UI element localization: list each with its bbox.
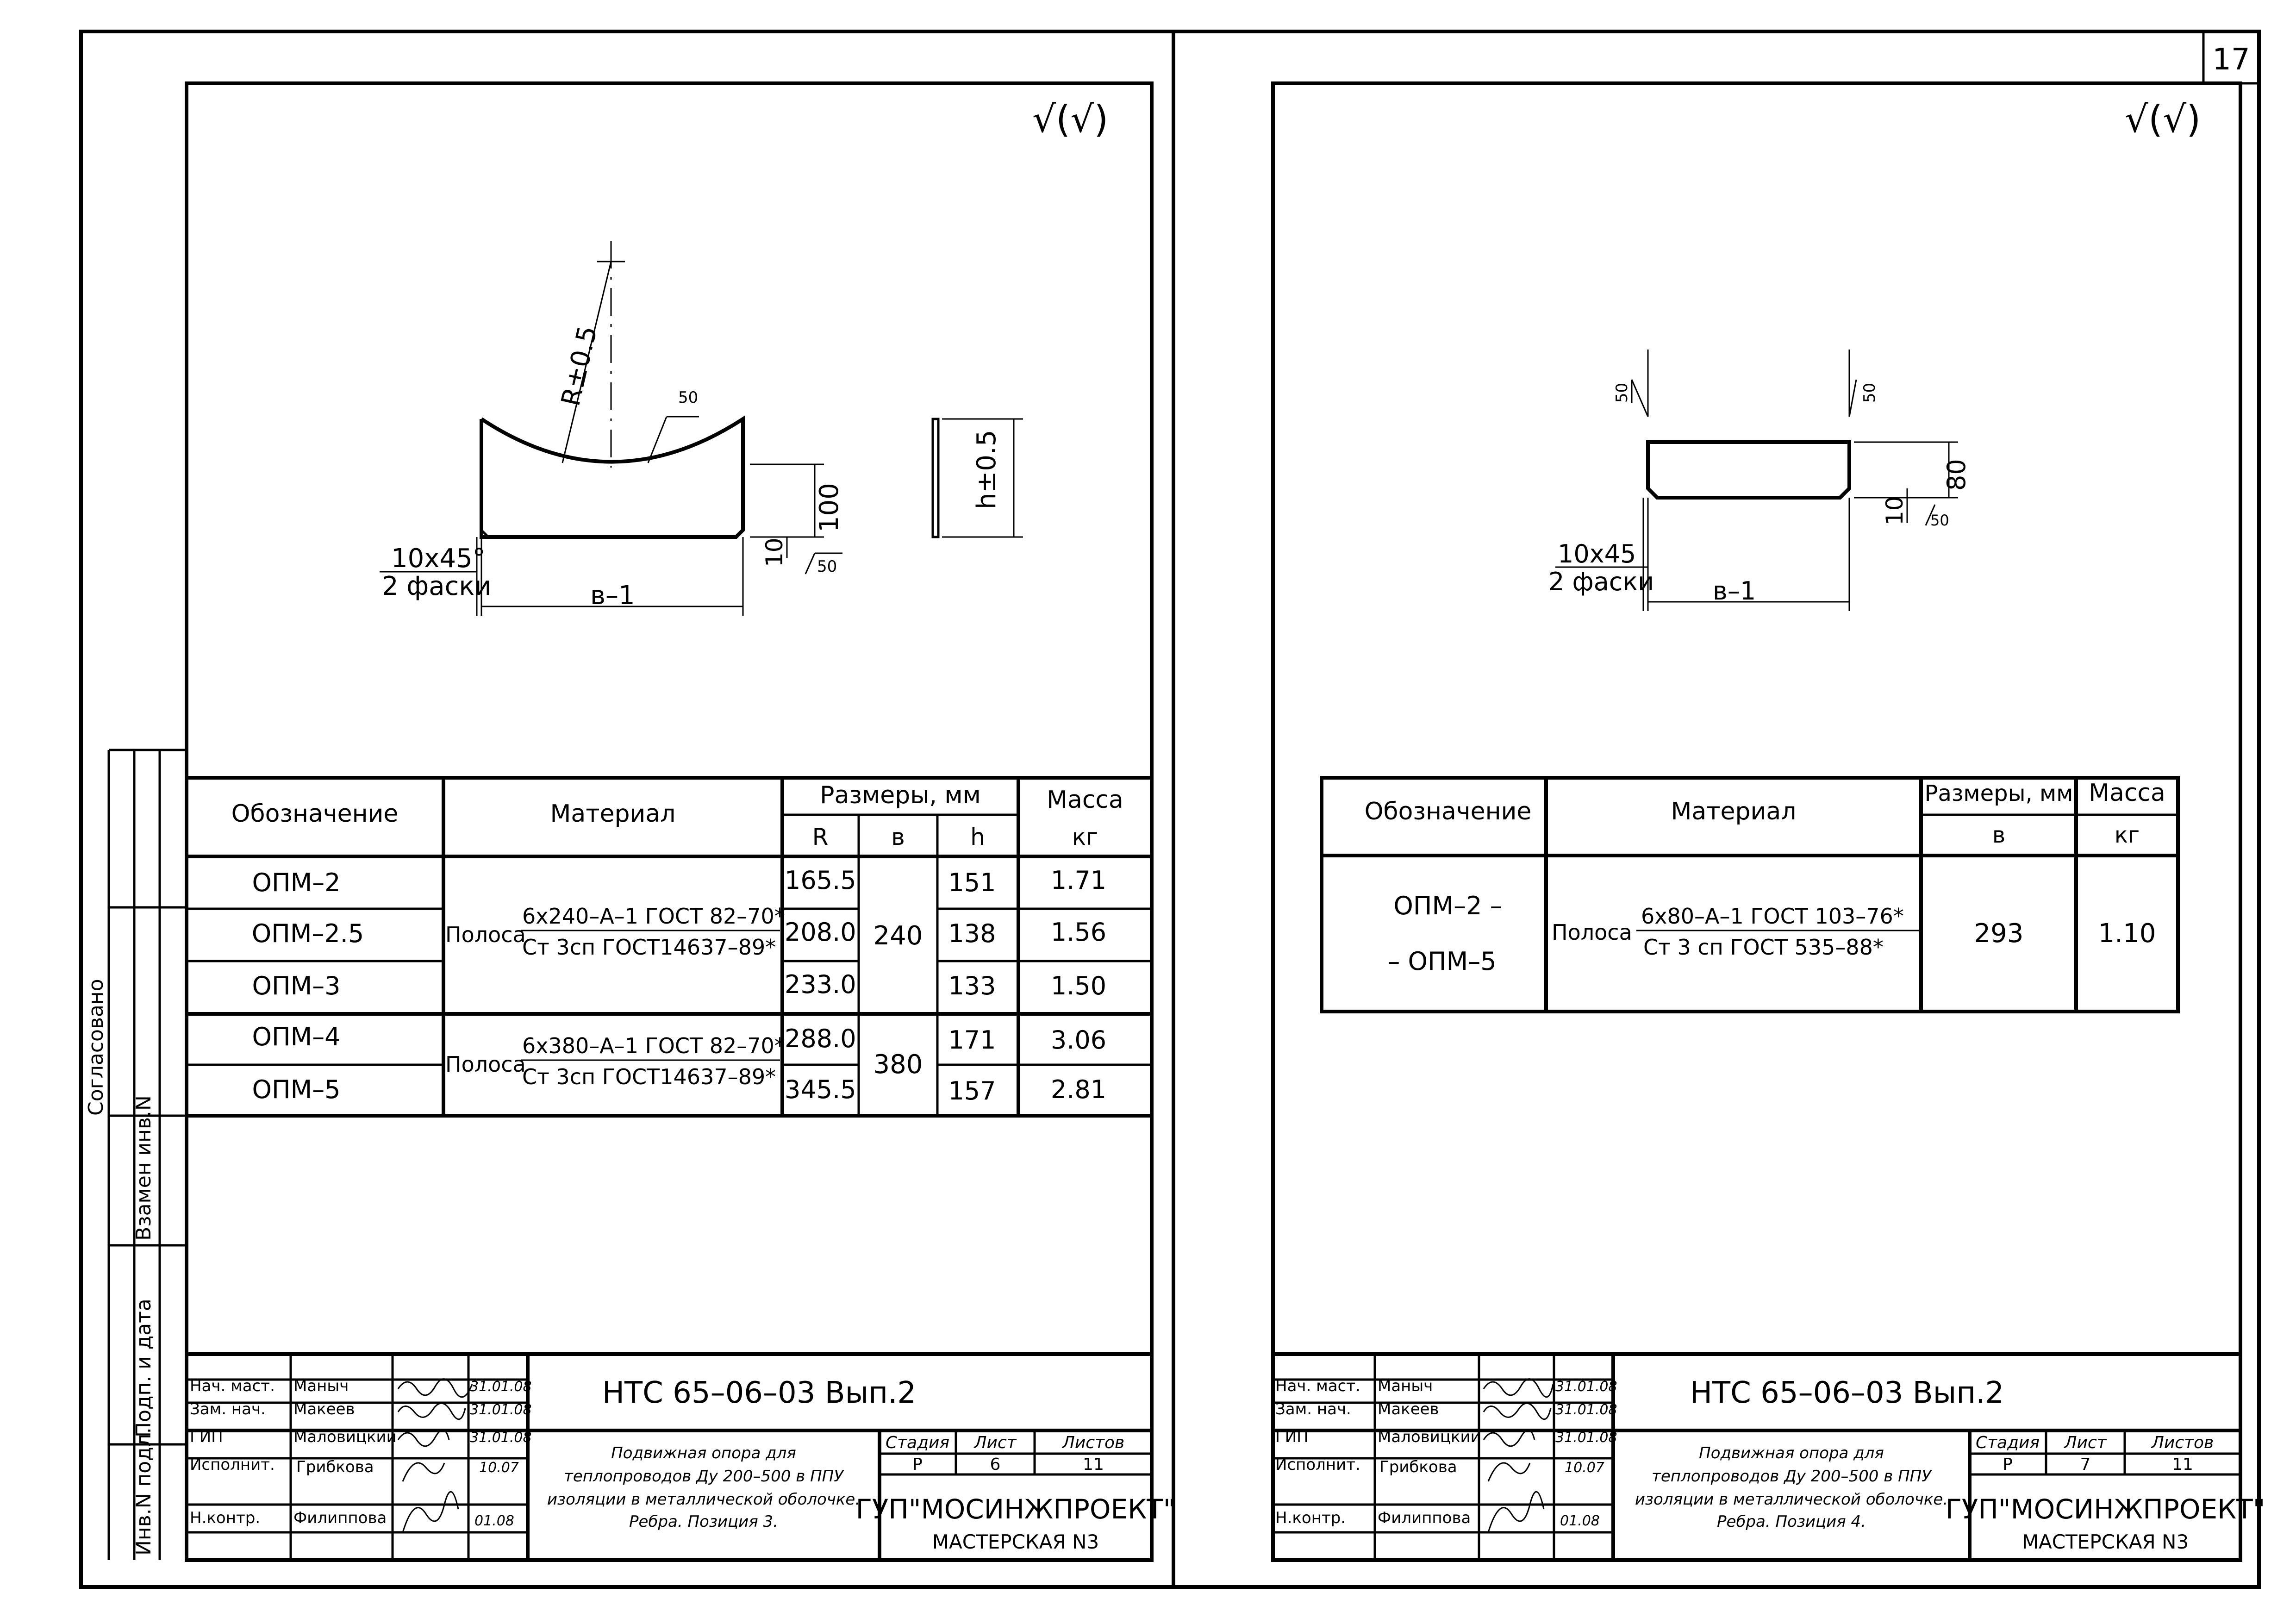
right-table-header-designation: Обозначение (1364, 798, 1532, 825)
sheets-label: Листов (2151, 1433, 2214, 1452)
row-designation: ОПМ–3 (252, 971, 341, 1000)
right-part-drawing (1548, 98, 2201, 611)
sheets-label: Листов (1062, 1433, 1125, 1452)
role-n-kontr: Н.контр. (1275, 1509, 1346, 1527)
row-designation: ОПМ–2 (252, 868, 341, 897)
date: 10.07 (1565, 1460, 1604, 1476)
right-rib-outline (1648, 442, 1849, 498)
sheet-value: 6 (990, 1455, 1001, 1474)
right-table-header-kg: кг (2114, 822, 2140, 848)
row-r: 288.0 (785, 1024, 856, 1053)
left-dim-10: 10 (761, 537, 788, 567)
left-rib-outline (481, 419, 743, 537)
row-designation: ОПМ–5 (252, 1075, 341, 1104)
row-mass: 2.81 (1050, 1075, 1107, 1104)
row-mass: 1.56 (1050, 918, 1107, 947)
desc-line: теплопроводов Ду 200–500 в ППУ (564, 1467, 843, 1486)
right-material-prefix: Полоса (1552, 920, 1632, 945)
row-h: 133 (948, 971, 996, 1000)
side-view-thickness (933, 419, 938, 537)
left-title-block (187, 1354, 1175, 1560)
role-ispolnit: Исполнит. (1275, 1455, 1360, 1474)
side-stamp-podp-data: Подп. и дата (132, 1299, 156, 1437)
desc-line: Подвижная опора для (1699, 1444, 1884, 1462)
right-table-header-mass: Масса (2089, 779, 2165, 807)
row-designation: ОПМ–4 (252, 1022, 341, 1051)
date: 01.08 (1560, 1513, 1600, 1529)
date: 31.01.08 (470, 1430, 532, 1446)
left-thickness-label: h±0.5 (972, 430, 1002, 509)
right-designation-line1: ОПМ–2 – (1393, 891, 1503, 920)
name-manych: Маныч (1378, 1377, 1433, 1395)
org-workshop: МАСТЕРСКАЯ N3 (2021, 1530, 2189, 1553)
right-material-numerator: 6x80–А–1 ГОСТ 103–76* (1641, 904, 1904, 929)
table-header-b: в (891, 824, 905, 850)
right-designation-line2: – ОПМ–5 (1387, 947, 1497, 976)
chamfer-line1: 10x45° (391, 543, 486, 574)
signature (398, 1403, 465, 1419)
side-stamp-vzamen: Взамен инв.N (132, 1095, 156, 1241)
table-header-designation: Обозначение (231, 800, 399, 828)
left-roughness-bottom: 50 (817, 557, 837, 576)
signature (1488, 1492, 1544, 1532)
sheet-label: Лист (974, 1433, 1017, 1452)
signature (403, 1463, 444, 1481)
signature (1488, 1463, 1530, 1481)
row-r: 233.0 (785, 970, 856, 999)
right-title-block (1273, 1354, 2265, 1560)
row-h: 138 (948, 919, 996, 948)
right-width-label: в–1 (1713, 576, 1756, 606)
sheets-value: 11 (2172, 1455, 2193, 1474)
role-ispolnit: Исполнит. (190, 1455, 275, 1474)
stage-label: Стадия (885, 1433, 950, 1452)
desc-line: теплопроводов Ду 200–500 в ППУ (1652, 1467, 1931, 1486)
signature (1484, 1379, 1553, 1397)
group-b-value: 380 (873, 1049, 923, 1080)
name-gribkova: Грибкова (1379, 1458, 1457, 1476)
left-roughness-mark: √(√) (1032, 98, 1109, 141)
table-header-r: R (812, 824, 829, 850)
signature (398, 1379, 472, 1397)
sheet-label: Лист (2064, 1433, 2107, 1452)
right-dim-10: 10 (1881, 496, 1908, 525)
side-stamp-inv-podl: Инв.N подл. (132, 1427, 156, 1555)
right-roughness-right: 50 (1860, 382, 1879, 403)
title-code: НТС 65–06–03 Вып.2 (1690, 1376, 2004, 1410)
row-r: 208.0 (785, 918, 856, 947)
role-gip: ГИП (190, 1428, 223, 1446)
org-name: ГУП"МОСИНЖПРОЕКТ" (855, 1493, 1176, 1525)
table-header-material: Материал (550, 800, 676, 828)
table-header-mass: Масса (1047, 786, 1123, 814)
title-code: НТС 65–06–03 Вып.2 (602, 1376, 917, 1410)
desc-line: Ребра. Позиция 4. (1717, 1512, 1866, 1531)
role-nach-mast: Нач. маст. (190, 1377, 275, 1395)
date: 31.01.08 (470, 1379, 532, 1395)
role-zam-nach: Зам. нач. (190, 1400, 266, 1418)
material-prefix: Полоса (445, 922, 526, 947)
date: 10.07 (479, 1460, 519, 1476)
table-row (252, 970, 1106, 1000)
right-mass-value: 1.10 (2098, 918, 2156, 949)
row-mass: 3.06 (1050, 1025, 1107, 1055)
row-h: 171 (948, 1025, 996, 1055)
right-roughness-mark: √(√) (2125, 98, 2201, 141)
row-mass: 1.71 (1050, 866, 1107, 895)
right-b-value: 293 (1974, 918, 2024, 949)
row-h: 151 (948, 868, 996, 897)
side-stamp-soglasovano: Согласовано (84, 979, 108, 1116)
right-material-denominator: Ст 3 сп ГОСТ 535–88* (1643, 935, 1884, 960)
right-table-header-b: в (1992, 822, 2006, 848)
material-prefix: Полоса (445, 1052, 526, 1077)
material-numerator: 6x380–А–1 ГОСТ 82–70* (522, 1033, 785, 1058)
stage-value: Р (912, 1455, 923, 1474)
left-part-drawing (380, 98, 1108, 616)
table-header-h: h (970, 824, 985, 850)
date: 31.01.08 (1555, 1402, 1617, 1418)
row-h: 157 (948, 1076, 996, 1106)
material-denominator: Ст 3сп ГОСТ14637–89* (522, 935, 776, 960)
sheets-value: 11 (1083, 1455, 1104, 1474)
right-chamfer-line1: 10x45 (1558, 539, 1636, 568)
name-filippova: Филиппова (293, 1509, 387, 1527)
name-gribkova: Грибкова (296, 1458, 374, 1476)
page-number: 17 (2212, 43, 2250, 77)
name-makeev: Макеев (293, 1400, 355, 1418)
left-roughness-curve: 50 (678, 388, 699, 407)
group-b-value: 240 (873, 921, 923, 951)
right-table-header-dimensions: Размеры, мм (1924, 781, 2073, 806)
row-r: 345.5 (785, 1075, 856, 1104)
desc-line: изоляции в металлической оболочке. (547, 1490, 861, 1509)
right-roughness-left: 50 (1613, 382, 1631, 403)
date: 31.01.08 (1555, 1430, 1617, 1446)
side-stamp (84, 750, 187, 1560)
name-filippova: Филиппова (1378, 1509, 1471, 1527)
date: 01.08 (474, 1513, 514, 1529)
table-header-kg: кг (1072, 824, 1098, 850)
role-nach-mast: Нач. маст. (1275, 1377, 1360, 1395)
desc-line: Подвижная опора для (611, 1444, 796, 1462)
signature (403, 1492, 458, 1532)
right-roughness-bottom: 50 (1930, 512, 1949, 529)
date: 31.01.08 (1555, 1379, 1617, 1395)
row-designation: ОПМ–2.5 (251, 919, 364, 948)
stage-label: Стадия (1975, 1433, 2040, 1452)
desc-line: изоляции в металлической оболочке. (1635, 1490, 1948, 1509)
material-denominator: Ст 3сп ГОСТ14637–89* (522, 1064, 776, 1089)
sheet-value: 7 (2080, 1455, 2091, 1474)
right-table-header-material: Материал (1671, 798, 1797, 825)
right-height-80: 80 (1942, 459, 1971, 491)
desc-line: Ребра. Позиция 3. (629, 1512, 778, 1531)
role-zam-nach: Зам. нач. (1275, 1400, 1351, 1418)
left-spec-table (187, 778, 1152, 1116)
role-n-kontr: Н.контр. (190, 1509, 261, 1527)
name-malovitsky: Маловицкий (1378, 1428, 1481, 1446)
name-manych: Маныч (293, 1377, 349, 1395)
table-row (252, 866, 1106, 897)
left-width-label: в–1 (590, 581, 635, 611)
row-r: 165.5 (785, 866, 856, 895)
right-chamfer-line2: 2 фаски (1548, 567, 1654, 596)
name-makeev: Макеев (1378, 1400, 1439, 1418)
stage-value: Р (2003, 1455, 2013, 1474)
chamfer-line2: 2 фаски (382, 571, 492, 601)
right-spec-table (1322, 778, 2178, 1012)
material-numerator: 6x240–А–1 ГОСТ 82–70* (522, 904, 785, 929)
radius-label: R±0.5 (555, 323, 603, 409)
left-height-100: 100 (814, 483, 844, 532)
org-workshop: МАСТЕРСКАЯ N3 (932, 1530, 1099, 1553)
date: 31.01.08 (470, 1402, 532, 1418)
name-malovitsky: Маловицкий (293, 1428, 397, 1446)
signature (1484, 1403, 1551, 1419)
row-mass: 1.50 (1050, 971, 1107, 1000)
org-name: ГУП"МОСИНЖПРОЕКТ" (1945, 1493, 2265, 1525)
table-header-dimensions: Размеры, мм (820, 781, 981, 809)
role-gip: ГИП (1275, 1428, 1309, 1446)
